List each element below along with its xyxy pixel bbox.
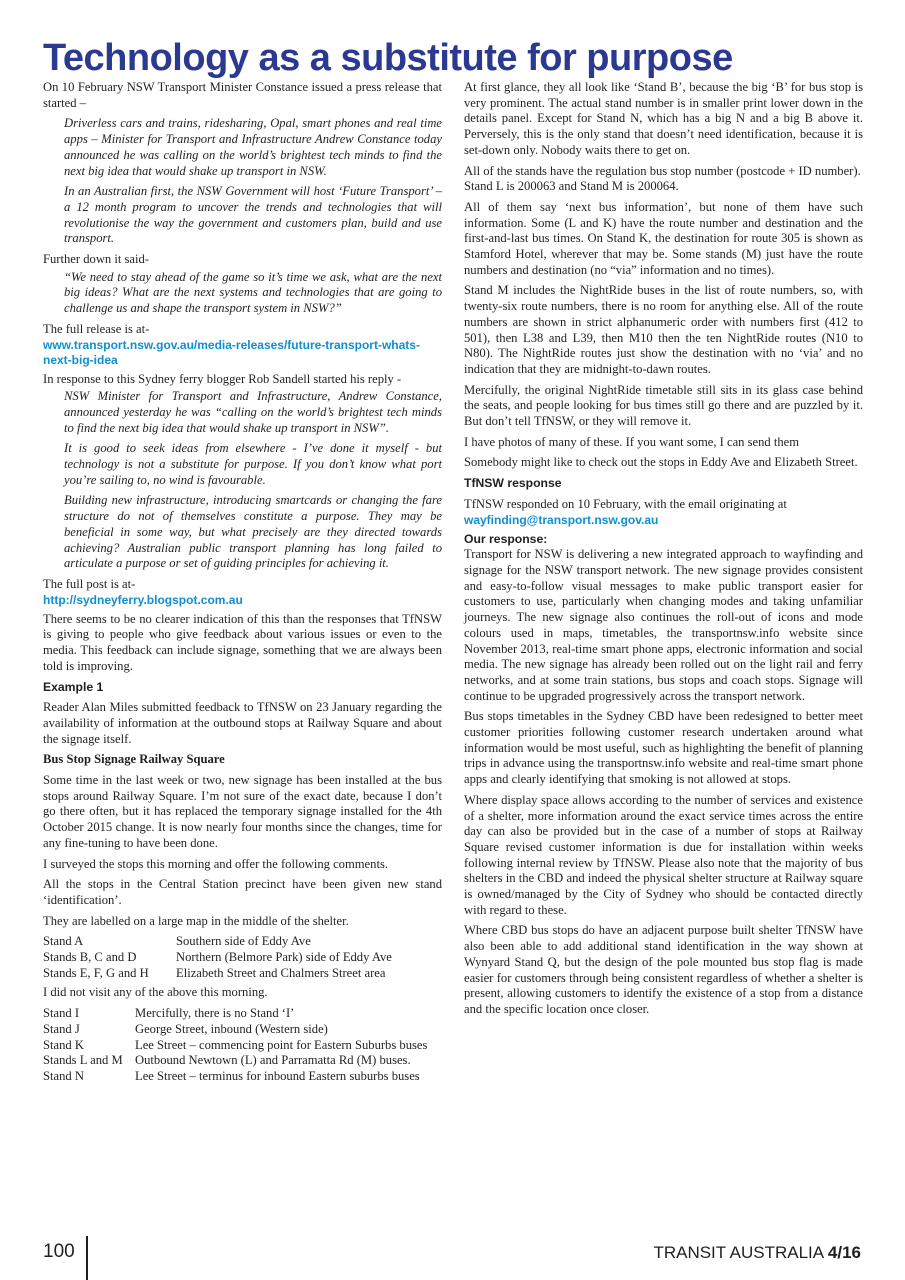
magazine-footer [653,1242,861,1264]
regulation-paragraph: All of the stands have the regulation bus stop number (postcode + ID number). [464,163,861,178]
left-column [43,80,442,1089]
release-link[interactable]: www.transport.nsw.gov.au/media-releases/future-transport-whats-next-big-idea [43,337,420,367]
table-row: Stands E, F, G and H Elizabeth Street and Chalmers Street area [43,965,386,980]
intro-paragraph: On 10 February NSW Transport Minister Constance issued a press release that started – [43,80,442,110]
press-release-quote-1: Driverless cars and trains, ridesharing, Opal, smart phones and real time apps – Minister for Transport and Infrastructure Andrew Constance today announced he was calling on the world’s brightest tech minds to find the next big idea that would shake up transport in NSW. [64,116,442,178]
table-row: Stand I Mercifully, there is no Stand ‘I’ [43,1006,295,1021]
table-row: Stand N Lee Street – terminus for inbound Eastern suburbs buses [43,1068,420,1083]
response-paragraph-2: Bus stops timetables in the Sydney CBD have been redesigned to better meet customer priorities following customer research undertaken around what information would be most useful, such as highlighting the benefit of planning trips in advance using the transportnsw.info website and real-time smart phone apps and clearly identifying that smoking is not allowed at stops. [464,709,863,787]
blog-quote-2: It is good to seek ideas from elsewhere - I’ve done it myself - but technology is not a substitute for purpose. If you don’t know what port you’re sailing to, no wind is favourable. [64,441,442,487]
press-release-quote-2: In an Australian first, the NSW Government will host ‘Future Transport’ – a 12 month program to uncover the trends and technologies that will revolutionise the way the government and customers plan, build and use transport. [64,184,442,246]
no-clearer-paragraph: There seems to be no clearer indication of this than the responses that TfNSW is giving to people who give feedback about various issues or even to the media. This feedback can include signage, something that we are always been told is improving. [43,611,442,673]
article-title: Technology as a substitute for purpose [43,37,733,79]
table-row: Stand J George Street, inbound (Western side) [43,1021,328,1036]
table-row: Stands B, C and D Northern (Belmore Park) side of Eddy Ave [43,950,392,965]
photos-paragraph: I have photos of many of these. If you want some, I can send them [464,434,800,449]
wayfinding-email-link[interactable]: wayfinding@transport.nsw.gov.au [464,512,659,527]
stands-table-2 [43,1006,427,1085]
footer-divider [86,1236,88,1280]
did-not-visit-paragraph: I did not visit any of the above this morning. [43,985,268,1000]
mercifully-paragraph: Mercifully, the original NightRide timetable still sits in its glass case behind the seats, and people looking for bus times still go there and are puzzled by it. But don’t tell TfNSW, or they will remove it. [464,382,863,429]
magazine-name: TRANSIT AUSTRALIA [653,1243,824,1262]
labelled-paragraph: They are labelled on a large map in the middle of the shelter. [43,913,349,928]
our-response-heading: Our response: [464,531,548,546]
tfnsw-response-text: TfNSW responded on 10 February, with the email originating at [464,496,787,511]
nightride-paragraph: Stand M includes the NightRide buses in the list of route numbers, so, with twenty-six route numbers, there is no room for anything else. All of the route numbers are shown in strict alphanumeric order with numbers first (412 to 501), then L38 and L39, then M10 then the ten NightRide routes (N10 to N80). The NightRide routes just show the destination with no ‘via’ and no indication that they are midnight-to-dawn routes. [464,283,863,376]
surveyed-paragraph: I surveyed the stops this morning and offer the following comments. [43,856,388,871]
blog-quote-3: Building new infrastructure, introducing smartcards or changing the fare structure do not of themselves constitute a purpose. They may be beneficial in some way, but what precisely are they directed towards achieving? Australian public transport planning has long failed to articulate a purpose or set of guiding principles for achieving it. [64,493,442,571]
tfnsw-response-heading: TfNSW response [464,476,562,491]
response-paragraph-1: Transport for NSW is delivering a new integrated approach to wayfinding and signage for the NSW transport network. The new signage provides consistent and easy-to-follow visual messages to make public transport easier for customers to use, particularly when changing modes and taking unfamiliar journeys. The new signage also continues the roll-out of icons and mode colours used in maps, timetables, the transportnsw.info website since November 2013, real-time smart phone apps, electronic information and social media. The new signage has already been rolled out on the light rail and ferry networks, and at some train stations, bus stops and coach stops. Signage will continue to be upgraded progressively across the transport network. [464,547,863,703]
issue-number: 4/16 [827,1243,861,1262]
signage-heading: Bus Stop Signage Railway Square [43,752,225,767]
response-paragraph-4: Where CBD bus stops do have an adjacent purpose built shelter TfNSW have also been able to add additional stand identification in the way shown at Wynyard Stand Q, but the design of the pole mounted bus stop flag is made easier for customers through being consistent regardless of whether a shelter is present, allowing customers to identify the existence of a stop from a distance and the specific location once closer. [464,923,863,1016]
right-column [464,80,863,1023]
first-glance-paragraph: At first glance, they all look like ‘Stand B’, because the big ‘B’ for bus stop is very prominent. The actual stand number is in smaller print lower down in the details panel. Except for Stand N, which has a big N and a big B above it. Perversely, this is the only stand that doesn’t need identification, because it is set-down only. Nobody waits there to get on. [464,80,863,157]
stand-numbers-paragraph: Stand L is 200063 and Stand M is 200064. [464,179,679,194]
further-down-text: Further down it said- [43,252,149,267]
example-heading: Example 1 [43,679,104,694]
example-paragraph: Reader Alan Miles submitted feedback to TfNSW on 23 January regarding the availability of information at the outbound stops at Railway Square and about the signage itself. [43,700,442,746]
response-paragraph-3: Where display space allows according to the number of services and existence of a shelter, more information around the exact service times across the entire day can also be provided but in the case of a number of stops at Railway Square revised customer information is due for installation within weeks following internal review by TfNSW. Please also note that the majority of bus shelters in the CBD and indeed the physical shelter structure at Railway square is owned/managed by the City of Sydney who should be contacted directly with regard to these. [464,792,863,917]
page-number: 100 [43,1241,75,1262]
blog-link[interactable]: http://sydneyferry.blogspot.com.au [43,592,243,607]
stands-table-1 [43,934,392,981]
table-row: Stands L and M Outbound Newtown (L) and Parramatta Rd (M) buses. [43,1053,411,1068]
full-post-label: The full post is at- [43,576,136,591]
press-release-quote-3: “We need to stay ahead of the game so it’s time we ask, what are the next big ideas? What are the next systems and technologies that are going to challenge us and shape the transport system in NSW?” [64,269,442,316]
blog-quote-1: NSW Minister for Transport and Infrastructure, Andrew Constance, announced yesterday he was “calling on the world’s brightest tech minds to find the next big idea that would shake up transport in NSW”. [64,389,442,435]
check-stops-paragraph: Somebody might like to check out the stops in Eddy Ave and Elizabeth Street. [464,455,858,470]
full-release-label: The full release is at- [43,321,150,336]
table-row: Stand A Southern side of Eddy Ave [43,934,311,949]
response-intro: In response to this Sydney ferry blogger Rob Sandell started his reply - [43,371,402,386]
signage-paragraph: Some time in the last week or two, new signage has been installed at the bus stops around Railway Square. I’m not sure of the exact date, because I don’t go there often, but it has replaced the temporary signage installed for the 4th October 2015 change. It is now nearly four months since the changes, time for any fine-tuning to have been done. [43,773,442,850]
central-paragraph: All the stops in the Central Station precinct have been given new stand ‘identification’. [43,877,442,907]
table-row: Stand K Lee Street – commencing point for Eastern Suburbs buses [43,1037,428,1052]
next-bus-paragraph: All of them say ‘next bus information’, but none of them have such information. Some (L and K) have the route number and destination and the first-and-last bus times. On Stand K, the destination for route 305 is shown as Stamford Hotel, wherever that may be. Some stands (M) just have the route numbers and destination (no “via” information and no times). [464,199,863,277]
